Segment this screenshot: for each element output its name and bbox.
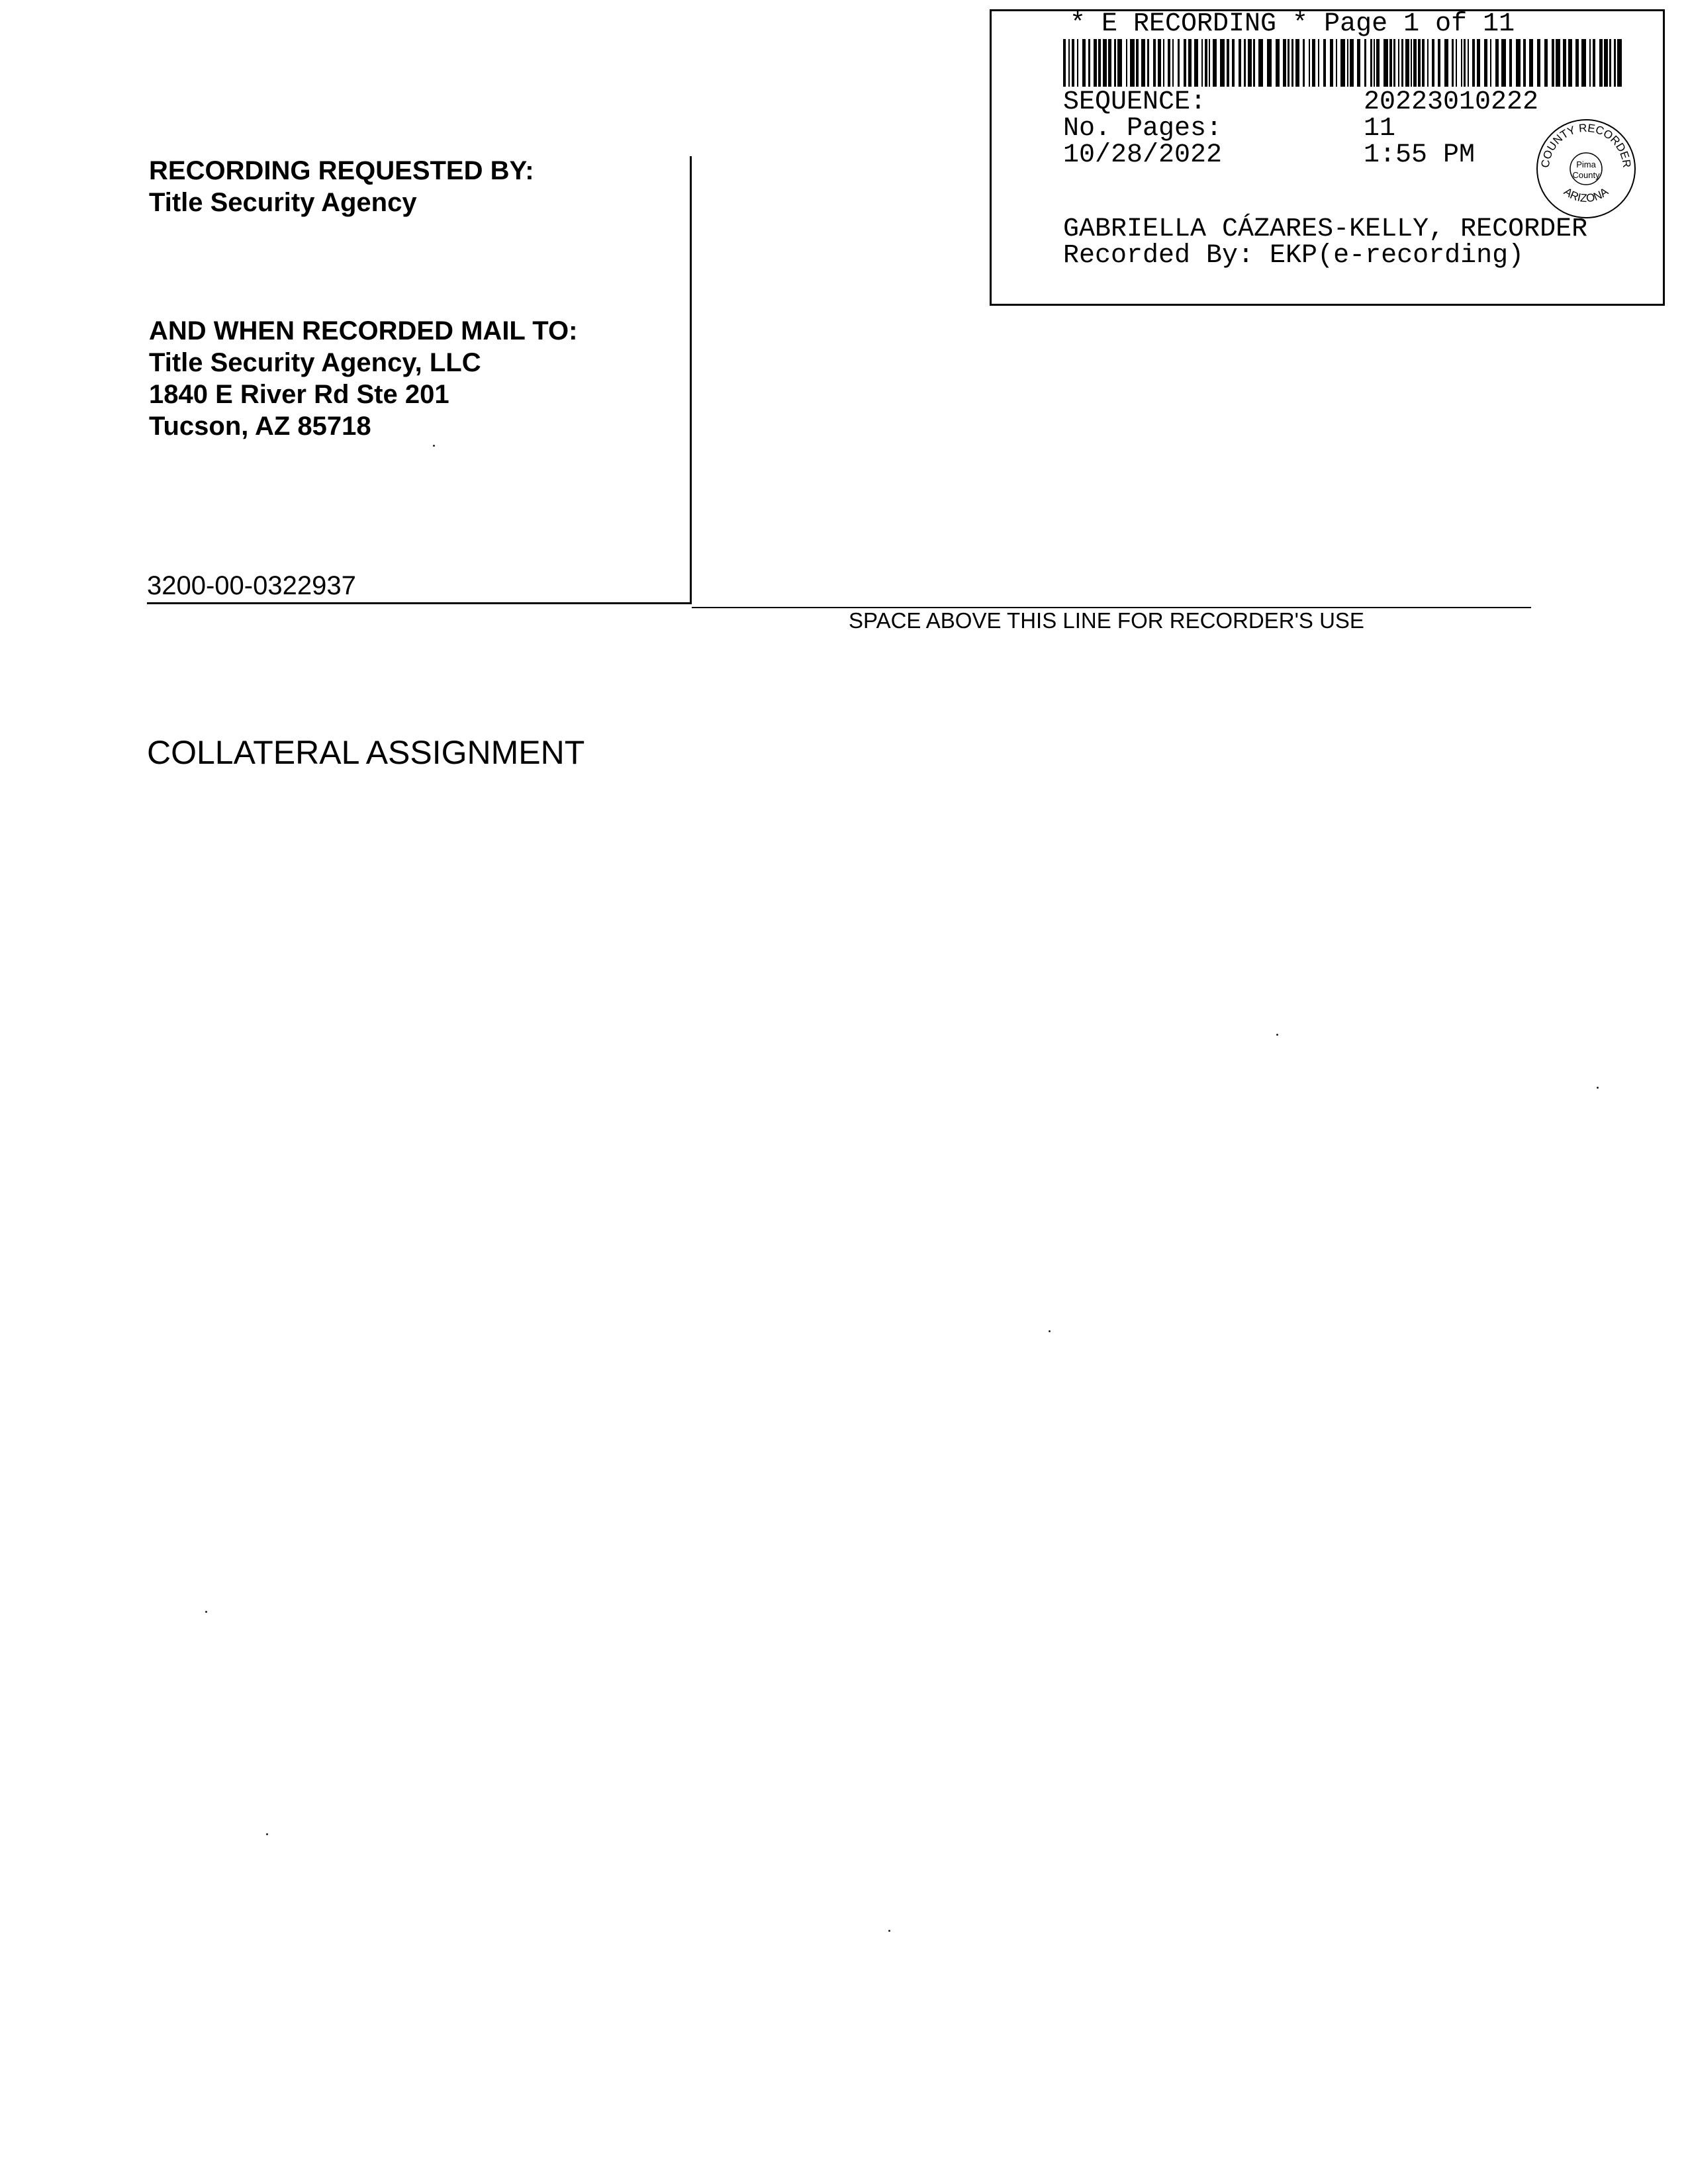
barcode-bar — [1276, 39, 1280, 87]
barcode-bar — [1267, 39, 1272, 87]
barcode-bar — [1427, 39, 1429, 87]
barcode-bar — [1172, 39, 1174, 87]
barcode-bar — [1303, 39, 1305, 87]
scan-speck — [1597, 1087, 1599, 1089]
barcode-bar — [1461, 39, 1462, 87]
barcode-bar — [1376, 39, 1380, 87]
mail-to-label: AND WHEN RECORDED MAIL TO: — [149, 316, 578, 345]
barcode-bar — [1614, 39, 1616, 87]
barcode-bar — [1082, 39, 1086, 87]
barcode-bar — [1552, 39, 1554, 87]
pages-value: 11 — [1364, 114, 1396, 144]
barcode-bar — [1318, 39, 1319, 87]
mail-to-address-line-1: 1840 E River Rd Ste 201 — [149, 380, 449, 409]
barcode-bar — [1452, 39, 1454, 87]
barcode-bar — [1537, 39, 1540, 87]
barcode-bar — [1422, 39, 1425, 87]
barcode-bar — [1468, 39, 1469, 87]
document-title: COLLATERAL ASSIGNMENT — [147, 734, 585, 771]
barcode-bar — [1523, 39, 1526, 87]
barcode-bar — [1209, 39, 1210, 87]
mail-to-address-line-2: Tucson, AZ 85718 — [149, 412, 371, 441]
barcode-bar — [1248, 39, 1252, 87]
barcode-bar — [1501, 39, 1506, 87]
barcode-bar — [1072, 39, 1074, 87]
barcode-bar — [1158, 39, 1161, 87]
barcode-bar — [1147, 39, 1149, 87]
recorder-space-note: SPACE ABOVE THIS LINE FOR RECORDER'S USE — [849, 608, 1364, 633]
stamp-header: * E RECORDING * Page 1 of 11 — [1070, 9, 1515, 39]
barcode-bar — [1098, 39, 1101, 87]
scan-speck — [205, 1611, 207, 1613]
barcode-bar — [1477, 39, 1480, 87]
barcode-bar — [1490, 39, 1491, 87]
scan-speck — [1276, 1034, 1278, 1036]
barcode-bar — [1178, 39, 1180, 87]
barcode-bar — [1153, 39, 1156, 87]
barcode-bar — [1350, 39, 1354, 87]
barcode-bar — [1283, 39, 1286, 87]
barcode-bar — [1253, 39, 1255, 87]
barcode-bar — [1068, 39, 1070, 87]
barcode-bar — [1168, 39, 1170, 87]
barcode-bar — [1194, 39, 1198, 87]
seal-top-text: COUNTY RECORDER — [1538, 121, 1634, 169]
barcode-bar — [1312, 39, 1315, 87]
barcode-bar — [1330, 39, 1333, 87]
barcode-bar — [1418, 39, 1421, 87]
seal-bottom-text: ARIZONA — [1561, 185, 1611, 205]
recording-time: 1:55 PM — [1364, 140, 1476, 170]
barcode-bar — [1184, 39, 1186, 87]
barcode-bar — [1374, 39, 1375, 87]
barcode-bar — [1393, 39, 1395, 87]
barcode-bar — [1456, 39, 1457, 87]
barcode-bar — [1529, 39, 1533, 87]
barcode-bar — [1323, 39, 1326, 87]
barcode-bar — [1563, 39, 1566, 87]
barcode-bar — [1472, 39, 1475, 87]
recording-date: 10/28/2022 — [1063, 140, 1223, 170]
barcode-bar — [1239, 39, 1241, 87]
barcode-bar — [1188, 39, 1192, 87]
barcode-bar — [1220, 39, 1225, 87]
barcode-bar — [1609, 39, 1611, 87]
svg-text:ARIZONA — [1562, 185, 1611, 205]
barcode-bar — [1163, 39, 1164, 87]
seal-center-text-2: County — [1572, 170, 1600, 180]
barcode-bar — [1370, 39, 1372, 87]
barcode-bar — [1593, 39, 1595, 87]
barcode-bar — [1130, 39, 1135, 87]
barcode-bar — [1575, 39, 1579, 87]
barcode-bar — [1617, 39, 1622, 87]
barcode-bar — [1383, 39, 1388, 87]
barcode-bar — [1114, 39, 1116, 87]
scan-speck — [888, 1930, 890, 1932]
mail-to-name: Title Security Agency, LLC — [149, 348, 481, 377]
barcode-bar — [1438, 39, 1440, 87]
barcode — [1063, 39, 1623, 87]
barcode-bar — [1413, 39, 1417, 87]
barcode-bar — [1411, 39, 1412, 87]
barcode-bar — [1357, 39, 1360, 87]
barcode-bar — [1205, 39, 1207, 87]
barcode-bar — [1201, 39, 1203, 87]
sequence-value: 20223010222 — [1364, 87, 1539, 117]
barcode-bar — [1464, 39, 1466, 87]
barcode-bar — [1094, 39, 1097, 87]
barcode-bar — [1291, 39, 1293, 87]
barcode-bar — [1544, 39, 1548, 87]
barcode-bar — [1108, 39, 1111, 87]
barcode-bar — [1599, 39, 1603, 87]
barcode-bar — [1136, 39, 1139, 87]
barcode-bar — [1244, 39, 1246, 87]
barcode-bar — [1516, 39, 1521, 87]
barcode-bar — [1288, 39, 1289, 87]
barcode-bar — [1484, 39, 1487, 87]
barcode-bar — [1589, 39, 1591, 87]
barcode-bar — [1077, 39, 1078, 87]
barcode-bar — [1213, 39, 1217, 87]
barcode-bar — [1495, 39, 1499, 87]
sequence-label: SEQUENCE: — [1063, 87, 1207, 117]
county-recorder-seal-icon — [1534, 117, 1638, 220]
barcode-bar — [1340, 39, 1345, 87]
barcode-bar — [1258, 39, 1263, 87]
scan-speck — [433, 445, 435, 447]
barcode-bar — [1295, 39, 1299, 87]
barcode-bar — [1509, 39, 1512, 87]
barcode-bar — [1227, 39, 1229, 87]
file-number: 3200-00-0322937 — [147, 571, 356, 600]
barcode-bar — [1604, 39, 1608, 87]
barcode-bar — [1347, 39, 1348, 87]
barcode-bar — [1117, 39, 1122, 87]
scan-speck — [1049, 1330, 1051, 1332]
seal-center-text-1: Pima — [1576, 159, 1596, 169]
barcode-bar — [1088, 39, 1090, 87]
barcode-bar — [1405, 39, 1409, 87]
barcode-bar — [1063, 39, 1066, 87]
barcode-bar — [1309, 39, 1310, 87]
barcode-bar — [1364, 39, 1366, 87]
barcode-bar — [1389, 39, 1392, 87]
barcode-bar — [1336, 39, 1337, 87]
barcode-bar — [1401, 39, 1403, 87]
recorder-name: GABRIELLA CÁZARES-KELLY, RECORDER — [1063, 214, 1588, 244]
scan-speck — [266, 1833, 268, 1835]
recorder-stamp-box — [990, 9, 1665, 306]
header-divider-vertical — [690, 156, 692, 602]
requested-by-label: RECORDING REQUESTED BY: — [149, 156, 534, 185]
barcode-bar — [1568, 39, 1572, 87]
barcode-bar — [1444, 39, 1448, 87]
requested-by-name: Title Security Agency — [149, 188, 417, 217]
recorded-by: Recorded By: EKP(e-recording) — [1063, 241, 1524, 271]
pages-label: No. Pages: — [1063, 114, 1223, 144]
barcode-bar — [1232, 39, 1235, 87]
barcode-bar — [1141, 39, 1145, 87]
recorder-space-line-left — [147, 602, 692, 604]
barcode-bar — [1432, 39, 1434, 87]
barcode-bar — [1398, 39, 1399, 87]
barcode-bar — [1581, 39, 1586, 87]
barcode-bar — [1126, 39, 1127, 87]
barcode-bar — [1556, 39, 1560, 87]
barcode-bar — [1103, 39, 1107, 87]
